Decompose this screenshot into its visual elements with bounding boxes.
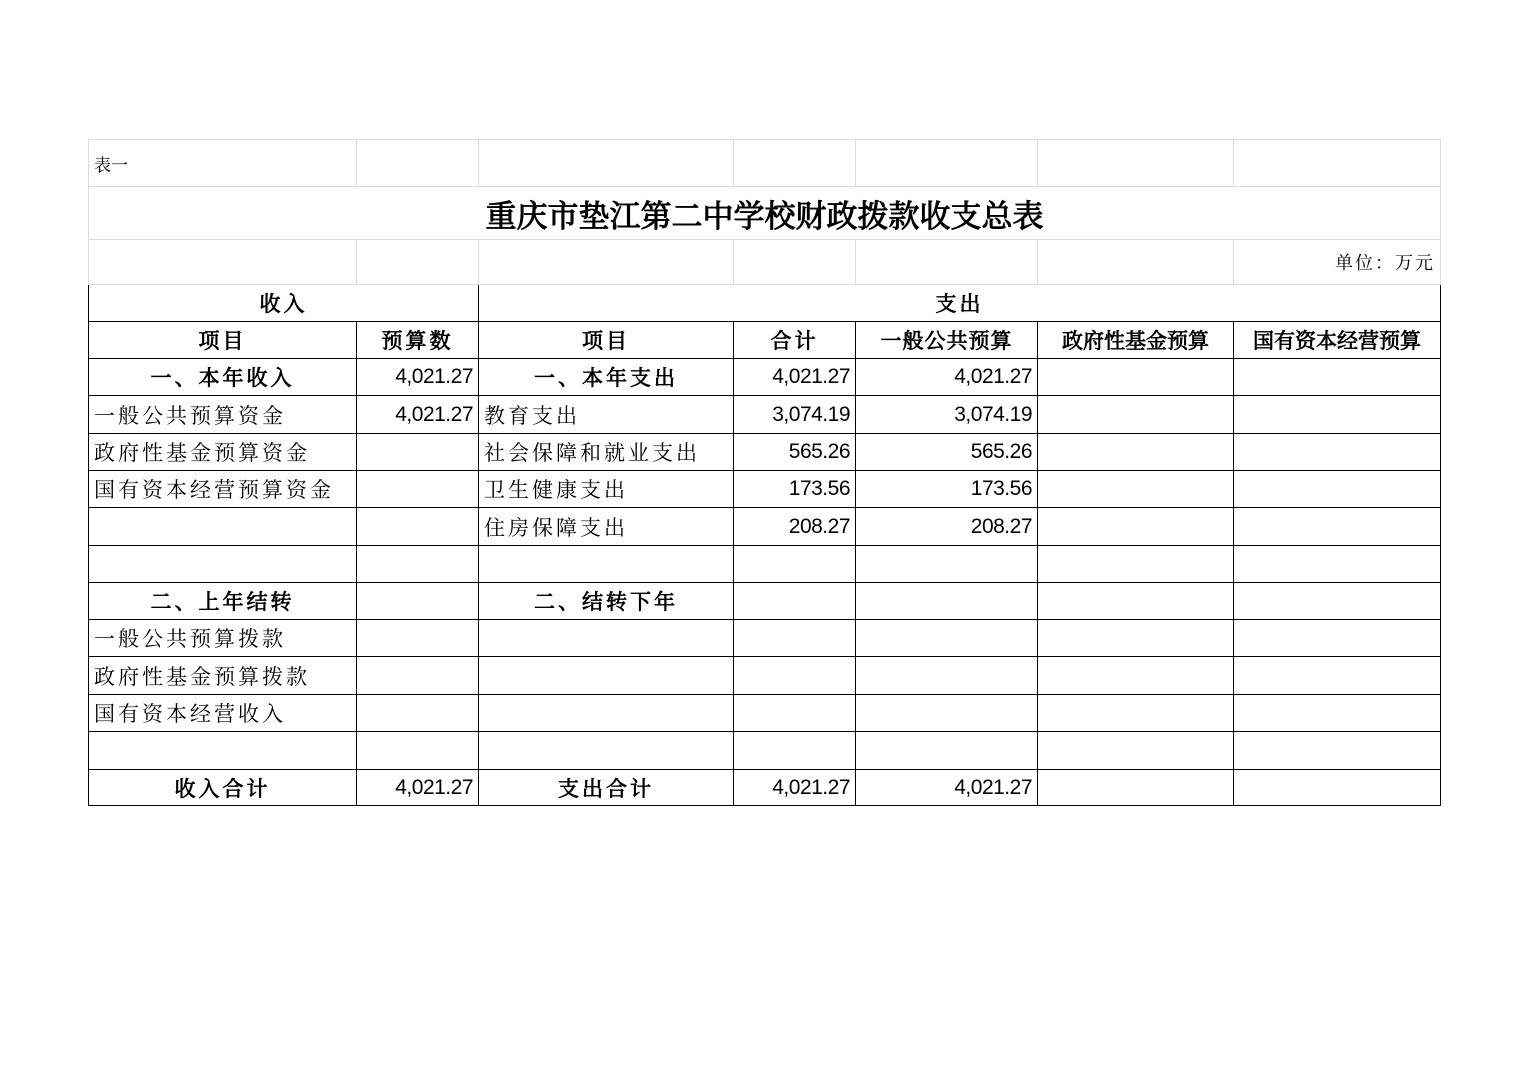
table-cell bbox=[1038, 508, 1234, 546]
table-cell bbox=[734, 546, 856, 583]
table-row bbox=[89, 695, 1441, 732]
table-cell bbox=[357, 732, 479, 770]
expense-header: 支出 bbox=[479, 285, 1441, 322]
table-cell: 收入合计 bbox=[89, 770, 357, 806]
table-cell bbox=[734, 583, 856, 620]
table-cell bbox=[734, 620, 856, 657]
table-cell bbox=[1234, 546, 1441, 583]
table-cell bbox=[89, 732, 357, 770]
table-cell bbox=[479, 657, 734, 695]
table-row bbox=[89, 359, 1441, 396]
table-cell: 4,021.27 bbox=[357, 770, 479, 806]
table-cell bbox=[856, 657, 1038, 695]
table-cell bbox=[856, 546, 1038, 583]
table-cell bbox=[1234, 732, 1441, 770]
table-cell bbox=[1234, 620, 1441, 657]
table-cell bbox=[1038, 471, 1234, 508]
table-cell bbox=[89, 546, 357, 583]
table-row bbox=[89, 583, 1441, 620]
column-header-row bbox=[89, 322, 1441, 359]
table-cell: 社会保障和就业支出 bbox=[479, 434, 734, 471]
table-cell bbox=[856, 620, 1038, 657]
table-cell bbox=[1038, 546, 1234, 583]
table-cell: 565.26 bbox=[734, 434, 856, 471]
table-cell bbox=[357, 434, 479, 471]
table-cell: 208.27 bbox=[856, 508, 1038, 546]
table-cell bbox=[1234, 770, 1441, 806]
table-cell bbox=[357, 695, 479, 732]
table-cell: 3,074.19 bbox=[734, 396, 856, 434]
table-cell: 住房保障支出 bbox=[479, 508, 734, 546]
table-cell bbox=[357, 508, 479, 546]
table-cell bbox=[479, 695, 734, 732]
table-row bbox=[89, 732, 1441, 770]
table-cell bbox=[1038, 657, 1234, 695]
table-cell: 卫生健康支出 bbox=[479, 471, 734, 508]
column-header: 项目 bbox=[89, 322, 357, 359]
unit-label: 单位：万元 bbox=[1234, 240, 1441, 285]
table-cell bbox=[1038, 396, 1234, 434]
table-cell: 一、本年支出 bbox=[479, 359, 734, 396]
table-row bbox=[89, 471, 1441, 508]
table-cell: 4,021.27 bbox=[357, 359, 479, 396]
table-cell bbox=[357, 657, 479, 695]
table-cell bbox=[1038, 434, 1234, 471]
table-cell bbox=[1234, 695, 1441, 732]
table-cell bbox=[1038, 620, 1234, 657]
table-cell bbox=[734, 657, 856, 695]
table-row bbox=[89, 657, 1441, 695]
column-header: 政府性基金预算 bbox=[1038, 322, 1234, 359]
table-cell bbox=[1038, 583, 1234, 620]
column-header: 预算数 bbox=[357, 322, 479, 359]
table-cell bbox=[1234, 434, 1441, 471]
table-cell: 4,021.27 bbox=[856, 359, 1038, 396]
table-cell bbox=[357, 583, 479, 620]
table-cell bbox=[734, 732, 856, 770]
table-row bbox=[89, 396, 1441, 434]
table-cell bbox=[1234, 583, 1441, 620]
table-label: 表一 bbox=[89, 140, 357, 187]
spreadsheet-sheet bbox=[88, 139, 1441, 806]
column-header: 一般公共预算 bbox=[856, 322, 1038, 359]
table-row bbox=[89, 620, 1441, 657]
title-row bbox=[89, 187, 1441, 240]
table-cell bbox=[856, 695, 1038, 732]
table-cell: 173.56 bbox=[734, 471, 856, 508]
table-cell bbox=[479, 732, 734, 770]
table-cell bbox=[1038, 359, 1234, 396]
table-cell bbox=[1038, 770, 1234, 806]
table-cell bbox=[1038, 732, 1234, 770]
table-cell: 4,021.27 bbox=[856, 770, 1038, 806]
section-header-row bbox=[89, 285, 1441, 322]
table-cell: 政府性基金预算拨款 bbox=[89, 657, 357, 695]
table-row bbox=[89, 508, 1441, 546]
table-cell: 208.27 bbox=[734, 508, 856, 546]
table-cell: 4,021.27 bbox=[357, 396, 479, 434]
table-cell bbox=[89, 508, 357, 546]
table-cell: 二、上年结转 bbox=[89, 583, 357, 620]
table-row bbox=[89, 770, 1441, 806]
page-title: 重庆市垫江第二中学校财政拨款收支总表 bbox=[89, 187, 1441, 240]
table-cell bbox=[357, 546, 479, 583]
table-cell bbox=[479, 546, 734, 583]
table-cell bbox=[357, 620, 479, 657]
table-cell bbox=[1234, 396, 1441, 434]
table-cell: 565.26 bbox=[856, 434, 1038, 471]
table-cell: 4,021.27 bbox=[734, 770, 856, 806]
table-body bbox=[89, 359, 1441, 806]
table-cell bbox=[1234, 657, 1441, 695]
table-cell bbox=[1234, 508, 1441, 546]
table-cell: 3,074.19 bbox=[856, 396, 1038, 434]
table-cell: 4,021.27 bbox=[734, 359, 856, 396]
table-cell bbox=[479, 620, 734, 657]
table-cell bbox=[1038, 695, 1234, 732]
column-header: 合计 bbox=[734, 322, 856, 359]
table-cell bbox=[734, 695, 856, 732]
table-cell: 二、结转下年 bbox=[479, 583, 734, 620]
table-cell: 国有资本经营预算资金 bbox=[89, 471, 357, 508]
column-header: 项目 bbox=[479, 322, 734, 359]
income-header: 收入 bbox=[89, 285, 479, 322]
table-cell: 支出合计 bbox=[479, 770, 734, 806]
table-cell bbox=[1234, 471, 1441, 508]
label-row bbox=[89, 140, 1441, 187]
table-row bbox=[89, 546, 1441, 583]
table-row bbox=[89, 434, 1441, 471]
table-cell: 一般公共预算拨款 bbox=[89, 620, 357, 657]
table-cell: 政府性基金预算资金 bbox=[89, 434, 357, 471]
table-cell: 一般公共预算资金 bbox=[89, 396, 357, 434]
table-cell: 教育支出 bbox=[479, 396, 734, 434]
table-cell bbox=[856, 732, 1038, 770]
table-cell: 国有资本经营收入 bbox=[89, 695, 357, 732]
table-cell: 一、本年收入 bbox=[89, 359, 357, 396]
table-cell: 173.56 bbox=[856, 471, 1038, 508]
column-header: 国有资本经营预算 bbox=[1234, 322, 1441, 359]
table-cell bbox=[357, 471, 479, 508]
table-cell bbox=[856, 583, 1038, 620]
unit-row bbox=[89, 240, 1441, 285]
table-cell bbox=[1234, 359, 1441, 396]
budget-summary-table bbox=[88, 139, 1441, 806]
